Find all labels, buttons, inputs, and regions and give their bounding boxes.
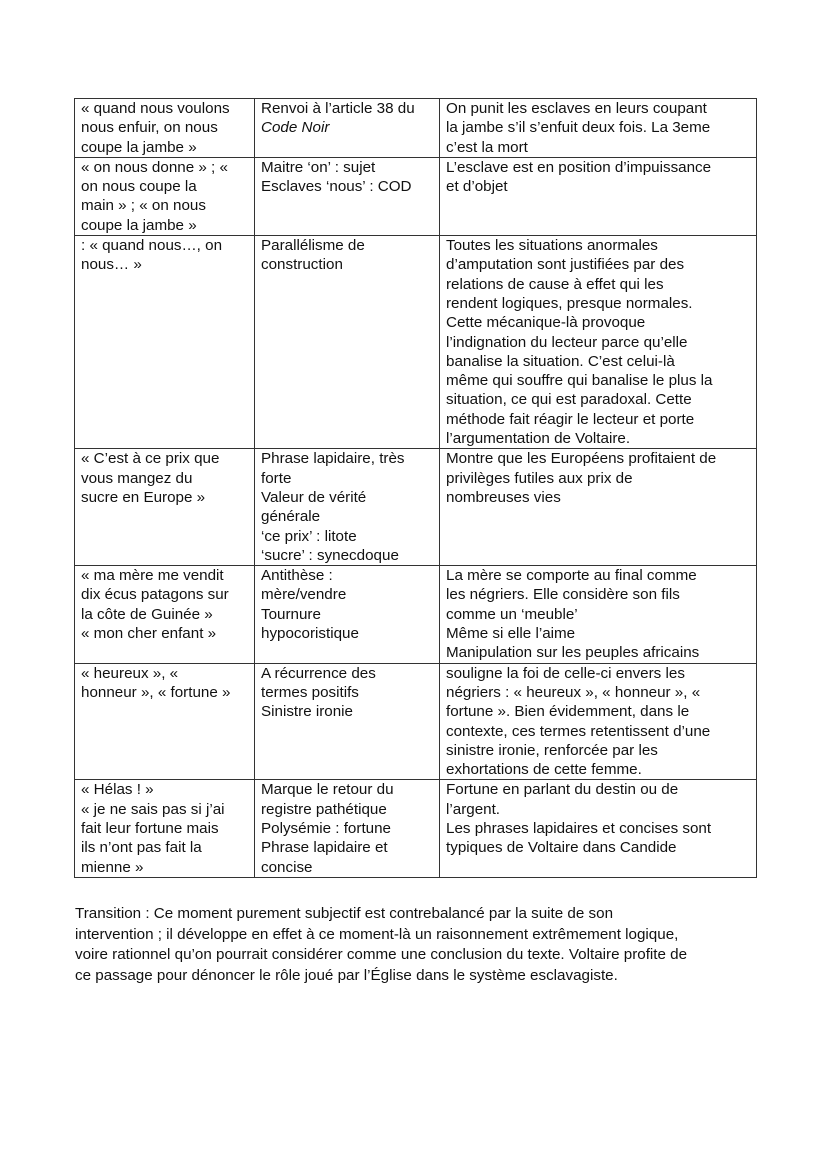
text-line: situation, ce qui est paradoxal. Cette	[446, 391, 692, 409]
table-row	[75, 99, 757, 158]
text-line: dix écus patagons sur	[81, 586, 229, 604]
interpretation-cell	[440, 157, 757, 235]
text-line: Fortune en parlant du destin ou de	[446, 781, 679, 799]
text-line: Maitre ‘on’ : sujet	[261, 158, 376, 176]
quote-cell	[75, 449, 255, 566]
text-line: « je ne sais pas si j’ai	[81, 800, 225, 818]
quote-cell	[75, 780, 255, 877]
italic-text: Code Noir	[261, 119, 330, 137]
interpretation-cell	[440, 780, 757, 877]
text-line: Phrase lapidaire, très	[261, 450, 405, 468]
device-cell	[255, 663, 440, 780]
text-line: honneur », « fortune »	[81, 683, 231, 701]
text-line: Parallélisme de	[261, 237, 365, 255]
text-line: Marque le retour du	[261, 781, 394, 799]
quote-cell	[75, 99, 255, 158]
text-line: La mère se comporte au final comme	[446, 567, 697, 585]
text-line: voire rationnel qu’on pourrait considérer comme une conclusion du texte. Voltaire profite de	[75, 946, 688, 963]
text-line: Transition : Ce moment purement subjectif est contrebalancé par la suite de son	[75, 905, 614, 922]
text-line: relations de cause à effet qui les	[446, 275, 664, 293]
text-line: Renvoi à l’article 38 du	[261, 100, 415, 117]
text-line: Même si elle l’aime	[446, 625, 576, 643]
text-line: la côte de Guinée »	[81, 605, 213, 623]
text-line: méthode fait réagir le lecteur et porte	[446, 410, 695, 428]
device-cell	[255, 780, 440, 877]
table-row	[75, 236, 757, 449]
text-line: Sinistre ironie	[261, 703, 354, 721]
text-line: « C’est à ce prix que	[81, 450, 220, 468]
text-line: nombreuses vies	[446, 488, 561, 506]
text-line: coupe la jambe »	[81, 216, 197, 234]
text-line: même qui souffre qui banalise le plus la	[446, 372, 713, 390]
quote-cell	[75, 566, 255, 663]
text-line: coupe la jambe »	[81, 138, 197, 156]
interpretation-cell	[440, 449, 757, 566]
text-line: main » ; « on nous	[81, 197, 206, 215]
text-line: Phrase lapidaire et	[261, 839, 388, 857]
table-row	[75, 566, 757, 663]
text-line: la jambe s’il s’enfuit deux fois. La 3eme	[446, 119, 711, 137]
text-line: : « quand nous…, on	[81, 237, 223, 255]
text-line: fait leur fortune mais	[81, 819, 219, 837]
text-line: contexte, ces termes retentissent d’une	[446, 722, 711, 740]
text-line: l’argumentation de Voltaire.	[446, 430, 631, 448]
text-line: et d’objet	[446, 178, 508, 196]
text-line: ‘ce prix’ : litote	[261, 527, 357, 545]
text-line: intervention ; il développe en effet à ce moment-là un raisonnement extrêmement logique,	[75, 925, 679, 943]
quote-cell	[75, 663, 255, 780]
text-line: sinistre ironie, renforcée par les	[446, 741, 658, 759]
text-line: d’amputation sont justifiées par des	[446, 256, 685, 274]
text-line: Antithèse :	[261, 567, 333, 585]
text-line: concise	[261, 858, 313, 876]
text-line: ce passage pour dénoncer le rôle joué par l’Église dans le système esclavagiste.	[75, 966, 618, 984]
text-line: L’esclave est en position d’impuissance	[446, 158, 712, 176]
text-line: typiques de Voltaire dans Candide	[446, 839, 677, 857]
text-line: On punit les esclaves en leurs coupant	[446, 100, 707, 117]
text-line: Toutes les situations anormales	[446, 237, 658, 255]
text-line: les négriers. Elle considère son fils	[446, 586, 680, 604]
text-line: « Hélas ! »	[81, 781, 154, 799]
table-row	[75, 663, 757, 780]
text-line: privilèges futiles aux prix de	[446, 469, 633, 487]
analysis-table	[74, 98, 757, 878]
interpretation-cell	[440, 566, 757, 663]
text-line: hypocoristique	[261, 625, 359, 643]
text-line: l’indignation du lecteur parce qu’elle	[446, 333, 688, 351]
text-line: « mon cher enfant »	[81, 625, 217, 643]
text-line: « heureux », «	[81, 664, 179, 682]
text-line: mère/vendre	[261, 586, 347, 604]
text-line: Cette mécanique-là provoque	[446, 314, 646, 332]
device-cell	[255, 99, 440, 158]
text-line: construction	[261, 256, 343, 274]
text-line: Valeur de vérité	[261, 488, 367, 506]
text-line: registre pathétique	[261, 800, 387, 818]
quote-cell	[75, 157, 255, 235]
text-line: comme un ‘meuble’	[446, 605, 578, 623]
text-line: forte	[261, 469, 292, 487]
text-line: Polysémie : fortune	[261, 819, 391, 837]
device-cell	[255, 449, 440, 566]
interpretation-cell	[440, 236, 757, 449]
text-line: A récurrence des	[261, 664, 376, 682]
text-line: mienne »	[81, 858, 144, 876]
device-cell	[255, 236, 440, 449]
interpretation-cell	[440, 99, 757, 158]
interpretation-cell	[440, 663, 757, 780]
text-line: termes positifs	[261, 683, 359, 701]
text-line: Esclaves ‘nous’ : COD	[261, 178, 412, 196]
text-line: c’est la mort	[446, 138, 528, 156]
text-line: fortune ». Bien évidemment, dans le	[446, 703, 690, 721]
text-line: rendent logiques, presque normales.	[446, 294, 693, 312]
text-line: nous… »	[81, 256, 142, 274]
text-line: Manipulation sur les peuples africains	[446, 644, 700, 662]
transition-paragraph	[75, 904, 765, 986]
text-line: vous mangez du	[81, 469, 193, 487]
text-line: banalise la situation. C’est celui-là	[446, 352, 675, 370]
text-line: exhortations de cette femme.	[446, 761, 642, 779]
text-line: « quand nous voulons	[81, 100, 230, 117]
quote-cell	[75, 236, 255, 449]
text-line: Tournure	[261, 605, 321, 623]
text-line: Les phrases lapidaires et concises sont	[446, 819, 712, 837]
text-line: l’argent.	[446, 800, 501, 818]
text-line: « ma mère me vendit	[81, 567, 224, 585]
device-cell	[255, 566, 440, 663]
text-line: générale	[261, 508, 321, 526]
table-row	[75, 780, 757, 877]
table-row	[75, 157, 757, 235]
device-cell	[255, 157, 440, 235]
text-line: « on nous donne » ; «	[81, 158, 228, 176]
text-line: on nous coupe la	[81, 178, 197, 196]
text-line: ils n’ont pas fait la	[81, 839, 202, 857]
text-line: sucre en Europe »	[81, 488, 206, 506]
code-noir-title	[261, 118, 435, 137]
table-row	[75, 449, 757, 566]
text-line: ‘sucre’ : synecdoque	[261, 546, 399, 564]
text-line: Montre que les Européens profitaient de	[446, 450, 717, 468]
text-line: nous enfuir, on nous	[81, 119, 218, 137]
text-line: négriers : « heureux », « honneur », «	[446, 683, 701, 701]
text-line: souligne la foi de celle-ci envers les	[446, 664, 685, 682]
